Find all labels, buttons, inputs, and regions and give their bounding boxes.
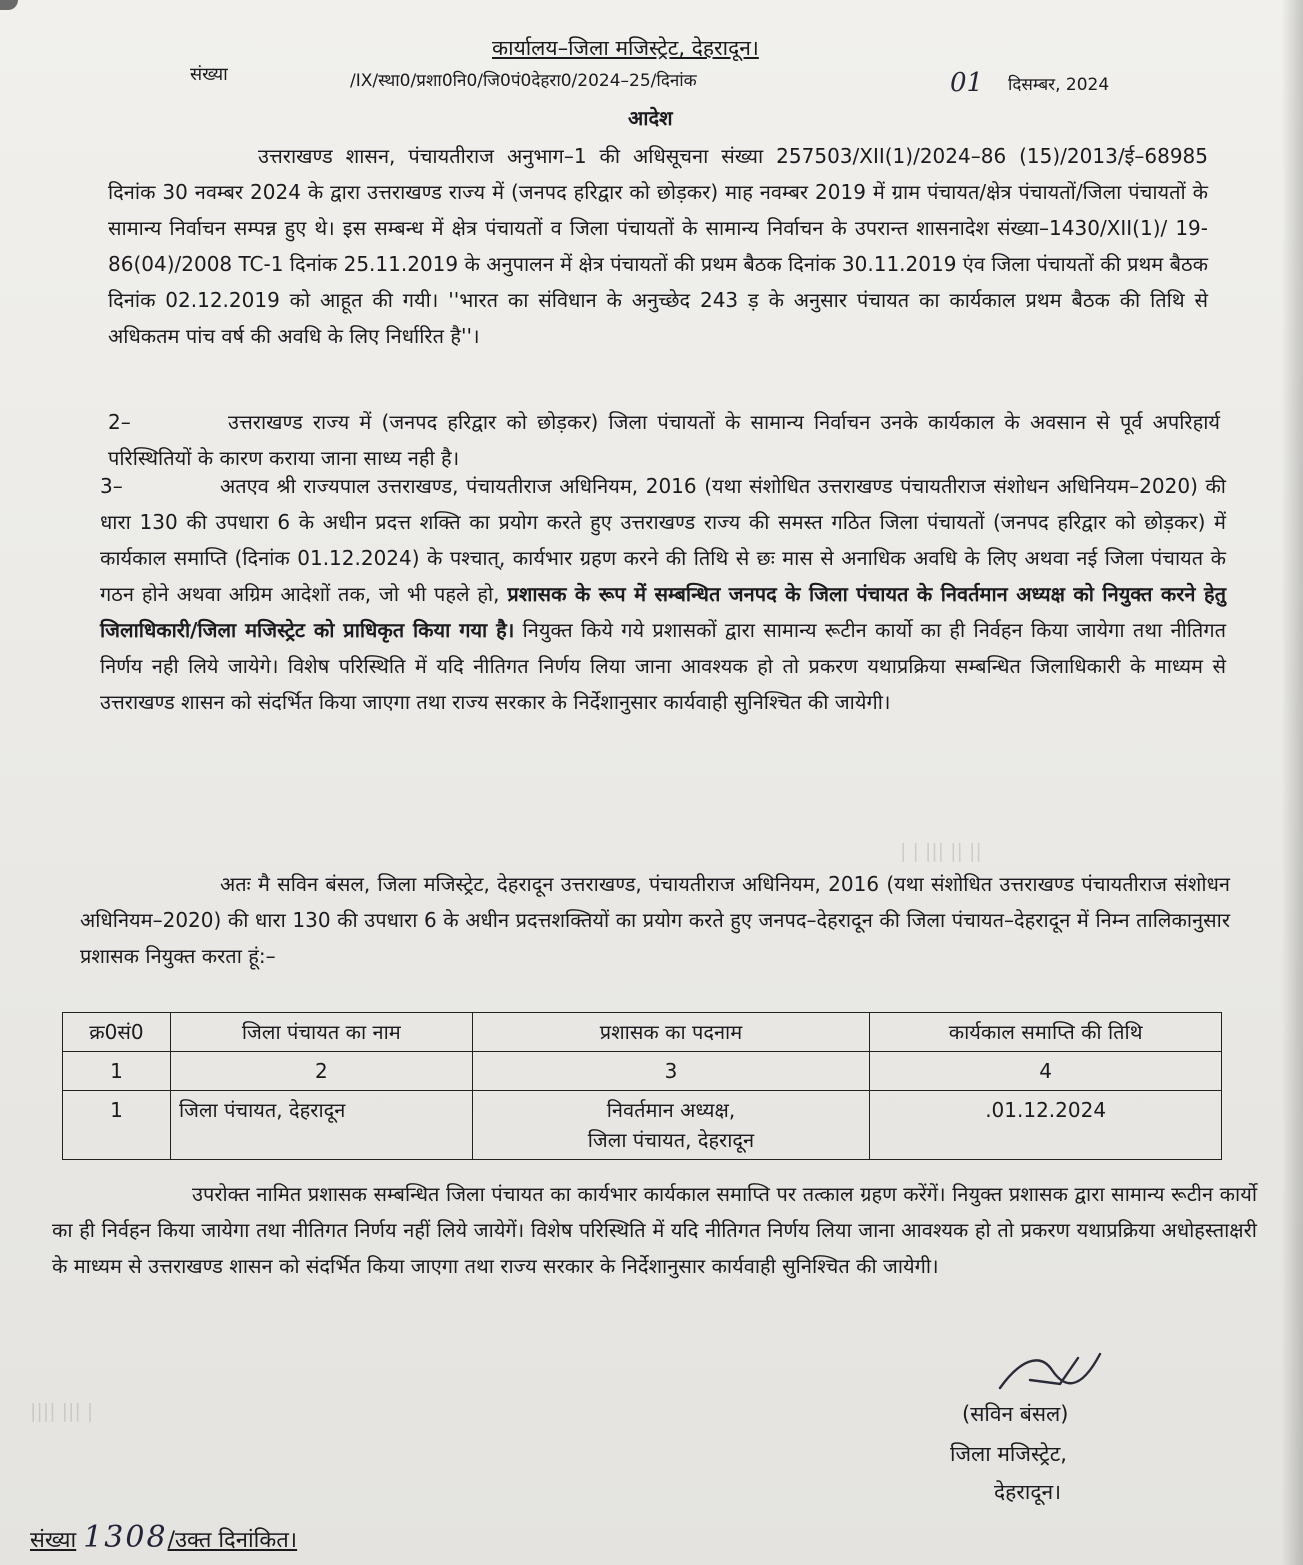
paragraph-3-text-b: नियुक्त किये गये प्रशासकों द्वारा सामान्य रूटीन कार्यो का ही निर्वहन किया जायेगा तथा नीतिगत निर्णय नही लिये जायेगे। विशेष परिस्थिति में यदि नीतिगत निर्णय लिया जाना आवश्यक हो तो प्रकरण यथाप्रक्रिया सम्बन्धित जिलाधिकारी के माध्यम से उत्तराखण्ड शासन को संदर्भित किया जाएगा तथा राज्य सरकार के निर्देशानुसार कार्यवाही सुनिश्चित की जायेगी। [100, 618, 1226, 714]
table-header-cell: क्र0सं0 [63, 1013, 171, 1052]
footer-label: संख्या [30, 1528, 77, 1553]
reference-label: संख्या [190, 64, 228, 85]
paragraph-2-text: उत्तराखण्ड राज्य में (जनपद हरिद्वार को छोड़कर) जिला पंचायतों के सामान्य निर्वाचन उनके कार्यकाल के अवसान से पूर्व अपरिहार्य परिस्थितियों के कारण कराया जाना साध्य नही है। [108, 410, 1220, 470]
paragraph-4: अतः मै सविन बंसल, जिला मजिस्ट्रेट, देहरादून उत्तराखण्ड, पंचायतीराज अधिनियम, 2016 (यथा संशोधित उत्तराखण्ड पंचायतीराज संशोधन अधिनियम–2020) की धारा 130 की उपधारा 6 के अधीन प्रदत्तशक्तियों का प्रयोग करते हुए जनपद–देहरादून की जिला पंचायत–देहरादून में निम्न तालिकानुसार प्रशासक नियुक्त करता हूं:– [80, 872, 1230, 968]
signatory-place: देहरादून। [994, 1480, 1062, 1504]
designation-line: निवर्तमान अध्यक्ष, [606, 1098, 736, 1122]
table-cell-designation [472, 1091, 870, 1160]
paragraph-1: उत्तराखण्ड शासन, पंचायतीराज अनुभाग–1 की अधिसूचना संख्या 257503/XII(1)/2024–86 (15)/2013/ई–68985 दिनांक 30 नवम्बर 2024 के द्वारा उत्तराखण्ड राज्य में (जनपद हरिद्वार को छोड़कर) माह नवम्बर 2019 में ग्राम पंचायत/क्षेत्र पंचायतों/जिला पंचायतों के सामान्य निर्वाचन सम्पन्न हुए थे। इस सम्बन्ध में क्षेत्र पंचायतों व जिला पंचायतों के सामान्य निर्वाचन के उपरान्त शासनादेश संख्या–1430/XII(1)/ 19-86(04)/2008 TC-1 दिनांक 25.11.2019 के अनुपालन में क्षेत्र पंचायतों की प्रथम बैठक दिनांक 30.11.2019 एंव जिला पंचायतों की प्रथम बैठक दिनांक 02.12.2019 को आहूत की गयी। ''भारत का संविधान के अनुच्छेद 243 ड़ के अनुसार पंचायत का कार्यकाल प्रथम बैठक की तिथि से अधिकतम पांच वर्ष की अवधि के लिए निर्धारित है''। [108, 144, 1208, 348]
page-corner-shadow [0, 0, 18, 10]
table-header-cell: कार्यकाल समाप्ति की तिथि [870, 1013, 1222, 1052]
signatory-name: (सविन बंसल) [962, 1402, 1069, 1426]
table-cell-name: जिला पंचायत, देहरादून [170, 1091, 472, 1160]
paragraph-5: उपरोक्त नामित प्रशासक सम्बन्धित जिला पंचायत का कार्यभार कार्यकाल समाप्ति पर तत्काल ग्रहण करेंगें। नियुक्त प्रशासक द्वारा सामान्य रूटीन कार्यो का ही निर्वहन किया जायेगा तथा नीतिगत निर्णय नहीं लिये जायेगें। विशेष परिस्थिति में यदि नीतिगत निर्णय लिया जाना आवश्यक हो तो प्रकरण यथाप्रक्रिया अधोहस्ताक्षरी के माध्यम से उत्तराखण्ड शासन को संदर्भित किया जाएगा तथा राज्य सरकार के निर्देशानुसार कार्यवाही सुनिश्चित की जायेगी। [52, 1182, 1257, 1278]
reference-date: दिसम्बर, 2024 [1008, 75, 1110, 95]
table-cell: 3 [472, 1052, 870, 1091]
order-title: आदेश [628, 106, 673, 130]
table-cell-sno: 1 [63, 1091, 171, 1160]
reference-number: /IX/स्था0/प्रशा0नि0/जि0पं0देहरा0/2024–25/दिनांक [350, 71, 697, 91]
office-heading: कार्यालय–जिला मजिस्ट्रेट, देहरादून। [492, 36, 759, 60]
table-cell: 1 [63, 1052, 171, 1091]
paragraph-3 [100, 468, 1226, 720]
paragraph-3-text-a: अतएव श्री राज्यपाल उत्तराखण्ड, पंचायतीराज अधिनियम, 2016 (यथा संशोधित उत्तराखण्ड पंचायतीराज संशोधन अधिनियम–2020) की धारा 130 की उपधारा 6 के अधीन प्रदत्त शक्ति का प्रयोग करते हुए उत्तराखण्ड राज्य की समस्त गठित जिला पंचायतों (जनपद हरिद्वार को छोड़कर) में कार्यकाल समाप्ति (दिनांक 01.12.2024) के पश्चात्, कार्यभार ग्रहण करने की तिथि से छः मास से अनाधिक अवधि के लिए अथवा नई जिला पंचायत के गठन होने अथवा अग्रिम आदेशों तक, जो भी पहले हो, [100, 474, 1226, 606]
handwritten-day: 01 [950, 68, 984, 98]
bleed-through-text: |||| ||| | [30, 1400, 94, 1422]
paragraph-2 [108, 404, 1220, 476]
table-row [63, 1091, 1222, 1160]
footer-suffix: /उक्त दिनांकित। [167, 1528, 298, 1553]
bleed-through-text: | | ||| || || [900, 840, 982, 862]
footer-reference [30, 1520, 297, 1555]
paragraph-3-bold-text: प्रशासक के रूप में सम्बन्धित जनपद के जिला पंचायत के निवर्तमान अध्यक्ष को नियुक्त करने हेतु जिलाधिकारी/जिला मजिस्ट्रेट को प्राधिकृत किया गया है। [100, 582, 1226, 642]
designation-line: जिला पंचायत, देहरादून [587, 1128, 755, 1152]
table-cell: 4 [870, 1052, 1222, 1091]
table-header-cell: प्रशासक का पदनाम [472, 1013, 870, 1052]
handwritten-signature [990, 1340, 1120, 1400]
signatory-designation: जिला मजिस्ट्रेट, [950, 1442, 1067, 1466]
paragraph-number: 3– [100, 474, 123, 498]
table-index-row [63, 1052, 1222, 1091]
table-cell: 2 [170, 1052, 472, 1091]
table-header-cell: जिला पंचायत का नाम [170, 1013, 472, 1052]
paragraph-number: 2– [108, 410, 131, 434]
page-edge-shadow [1281, 0, 1303, 1565]
table-cell-end-date: .01.12.2024 [870, 1091, 1222, 1160]
table-header-row [63, 1013, 1222, 1052]
footer-handwritten-number: 1308 [83, 1520, 168, 1555]
administrator-table [62, 1012, 1222, 1160]
